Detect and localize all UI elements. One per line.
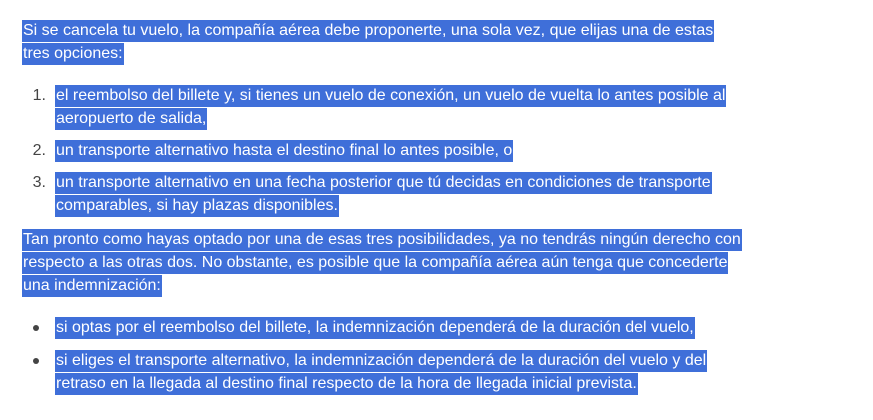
bullet-dot-icon xyxy=(33,358,39,364)
compensation-bullet-list xyxy=(22,316,742,395)
list-number: 2. xyxy=(32,142,46,159)
highlighted-text: si optas por el reembolso del billete, la indemnización dependerá de la duración del vuelo, xyxy=(55,317,695,339)
cancellation-intro-paragraph xyxy=(22,19,742,65)
highlighted-text: un transporte alternativo hasta el destino final lo antes posible, o xyxy=(55,140,513,162)
list-number: 3. xyxy=(32,174,46,191)
options-ordered-list xyxy=(22,84,742,217)
highlighted-text: si eliges el transporte alternativo, la indemnización dependerá de la duración del vuelo y del retraso en la llegada al destino final respecto de la hora de llegada inicial prevista. xyxy=(55,350,707,395)
highlighted-text: un transporte alternativo en una fecha posterior que tú decidas en condiciones de transporte comparables, si hay plazas disponibles. xyxy=(55,172,712,217)
selected-text-region[interactable] xyxy=(22,19,742,405)
list-item-option-1 xyxy=(22,84,742,130)
list-item-alternative-transport xyxy=(22,349,742,395)
compensation-intro-paragraph xyxy=(22,228,742,297)
bullet-dot-icon xyxy=(33,325,39,331)
highlighted-text: el reembolso del billete y, si tienes un vuelo de conexión, un vuelo de vuelta lo antes posible al aeropuerto de salida, xyxy=(55,85,726,130)
highlighted-text: Si se cancela tu vuelo, la compañía aérea debe proponerte, una sola vez, que elijas una de estas tres opciones: xyxy=(22,20,714,65)
list-number: 1. xyxy=(32,87,46,104)
highlighted-text: Tan pronto como hayas optado por una de esas tres posibilidades, ya no tendrás ningún derecho con respecto a las otras dos. No obstante, es posible que la compañía aérea aún tenga que concederte una indemnización: xyxy=(22,229,742,297)
list-item-option-2 xyxy=(22,139,742,162)
list-item-option-3 xyxy=(22,171,742,217)
list-item-refund xyxy=(22,316,742,339)
